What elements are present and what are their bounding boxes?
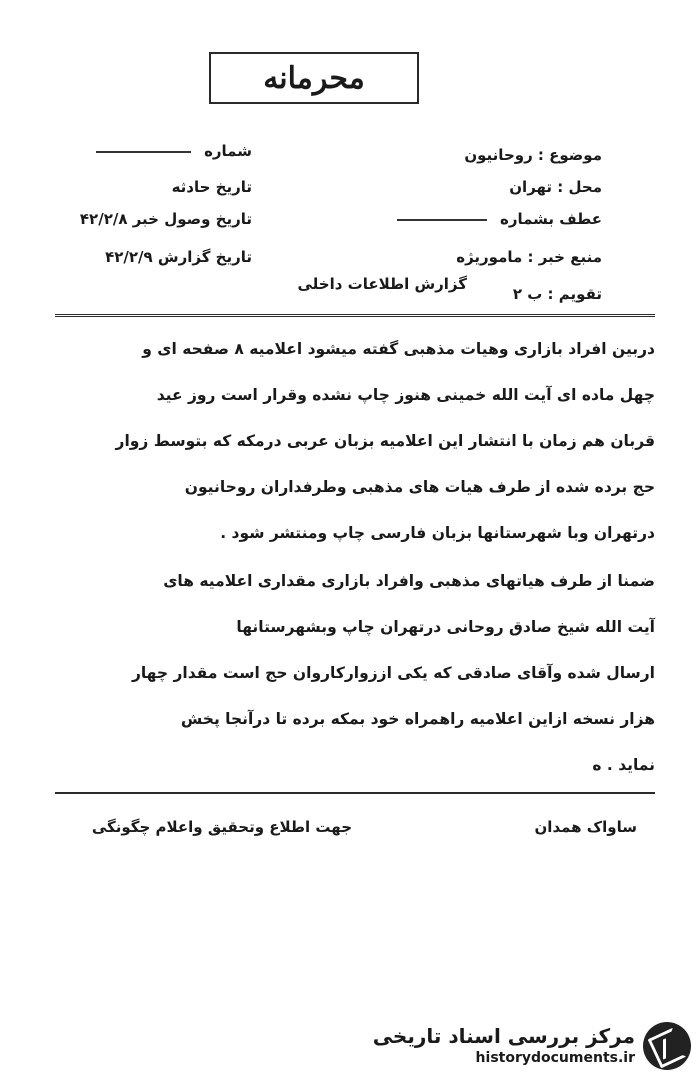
report-body <box>55 330 655 790</box>
footer-divider <box>55 792 655 794</box>
archive-name: مرکز بررسی اسناد تاریخی <box>372 1024 635 1048</box>
body-line: ضمنا از طرف هیاتهای مذهبی وافراد بازاری مقداری اعلامیه های <box>163 572 655 590</box>
header-divider <box>55 314 655 317</box>
body-line: حج برده شده از طرف هیات های مذهبی وطرفداران روحانیون <box>184 478 655 496</box>
reference-field <box>397 210 602 228</box>
classification-stamp <box>209 52 419 104</box>
office-name: ساواک همدان <box>534 818 637 836</box>
source-field: منبع خبر : ماموریژه <box>456 248 602 266</box>
body-line: دربین افراد بازاری وهیات مذهبی گفته میشود اعلامیه ۸ صفحه ای و <box>142 340 655 358</box>
archive-watermark <box>372 1020 695 1080</box>
body-line: آیت الله شیخ صادق روحانی درتهران چاپ وبشهرستانها <box>236 618 655 636</box>
body-line: قربان هم زمان با انتشار این اعلامیه بزبان عربی درمکه که بتوسط زوار <box>115 432 655 450</box>
body-line: ارسال شده وآقای صادقی که یکی اززوارکاروان حج است مقدار چهار <box>131 664 655 682</box>
book-icon <box>643 1022 691 1070</box>
classification-label: محرمانه <box>263 60 365 96</box>
body-line: هزار نسخه ازاین اعلامیه راهمراه خود بمکه برده تا درآنجا پخش <box>180 710 655 728</box>
body-line: درتهران وبا شهرستانها بزبان فارسی چاپ ومنتشر شود . <box>220 524 655 542</box>
number-blank <box>96 151 191 153</box>
number-field <box>96 142 252 160</box>
reference-blank <box>397 219 487 221</box>
instruction-note: جهت اطلاع وتحقیق واعلام چگونگی <box>91 818 352 836</box>
report-date-field: تاریخ گزارش ۴۲/۲/۹ <box>105 248 252 266</box>
event-date-field: تاریخ حادثه <box>171 178 252 196</box>
subject-field: موضوع : روحانیون <box>464 146 602 164</box>
calendar-field: تقویم : ب ۲ <box>512 285 602 303</box>
body-line: چهل ماده ای آیت الله خمینی هنوز چاپ نشده وقرار است روز عید <box>156 386 655 404</box>
archive-url: historydocuments.ir <box>475 1050 635 1066</box>
place-field: محل : تهران <box>509 178 602 196</box>
body-line: نماید . ه <box>592 756 655 774</box>
number-label: شماره <box>204 142 252 160</box>
receipt-date-field: تاریخ وصول خبر ۴۲/۲/۸ <box>79 210 252 228</box>
report-type: گزارش اطلاعات داخلی <box>297 275 467 293</box>
reference-label: عطف بشماره <box>499 210 602 228</box>
